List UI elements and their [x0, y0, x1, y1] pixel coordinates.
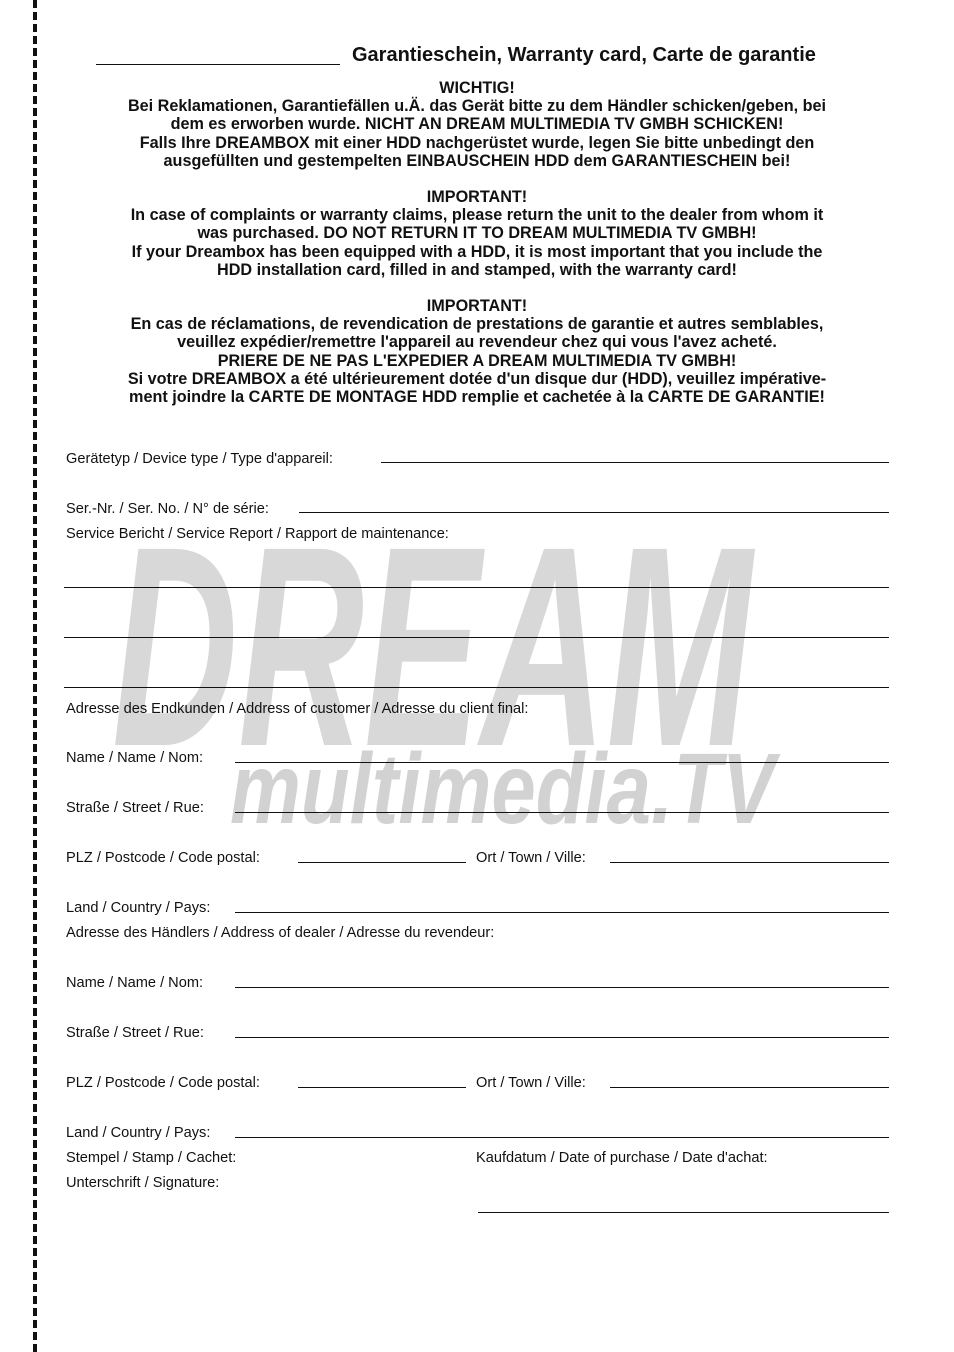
customer-address-heading: Adresse des Endkunden / Address of customer / Adresse du client final:: [66, 701, 529, 717]
svg-text:DREAM: DREAM: [112, 488, 757, 806]
serial-number-field[interactable]: [299, 512, 889, 513]
title-rule: [96, 64, 340, 65]
notice-line: veuillez expédier/remettre l'appareil au revendeur chez qui vous l'avez acheté.: [177, 333, 777, 352]
notice-line: dem es erworben wurde. NICHT AN DREAM MULTIMEDIA TV GMBH SCHICKEN!: [170, 115, 784, 134]
dealer-name-field[interactable]: [235, 987, 889, 988]
notice-line: Si votre DREAMBOX a été ultérieurement dotée d'un disque dur (HDD), veuillez impérative-: [127, 369, 827, 388]
customer-town-field[interactable]: [610, 862, 889, 863]
page-title: Garantieschein, Warranty card, Carte de garantie: [352, 44, 816, 66]
notice-heading: IMPORTANT!: [426, 297, 528, 315]
customer-town-label: Ort / Town / Ville:: [476, 850, 586, 866]
notice-line: HDD installation card, filled in and stamped, with the warranty card!: [217, 260, 737, 279]
dream-multimedia-watermark: [110, 488, 781, 845]
notice-german: [64, 79, 890, 170]
device-type-label: Gerätetyp / Device type / Type d'appareil:: [66, 451, 333, 467]
customer-name-field[interactable]: [235, 762, 889, 763]
notice-line: PRIERE DE NE PAS L'EXPEDIER A DREAM MULTIMEDIA TV GMBH!: [217, 351, 737, 370]
customer-country-field[interactable]: [235, 912, 889, 913]
purchase-date-label: Kaufdatum / Date of purchase / Date d'achat:: [476, 1150, 768, 1166]
notice-heading: IMPORTANT!: [426, 188, 528, 206]
dealer-postcode-field[interactable]: [298, 1087, 466, 1088]
dealer-town-field[interactable]: [610, 1087, 889, 1088]
service-report-label: Service Bericht / Service Report / Rapport de maintenance:: [66, 526, 449, 542]
notice-line: If your Dreambox has been equipped with a HDD, it is most important that you include the: [131, 242, 823, 261]
dealer-country-label: Land / Country / Pays:: [66, 1125, 211, 1141]
stamp-label: Stempel / Stamp / Cachet:: [66, 1150, 237, 1166]
customer-postcode-label: PLZ / Postcode / Code postal:: [66, 850, 260, 866]
service-report-line-2[interactable]: [64, 637, 889, 638]
signature-label: Unterschrift / Signature:: [66, 1175, 220, 1191]
customer-street-field[interactable]: [235, 812, 889, 813]
customer-name-label: Name / Name / Nom:: [66, 750, 204, 766]
dealer-postcode-label: PLZ / Postcode / Code postal:: [66, 1075, 260, 1091]
dealer-address-heading: Adresse des Händlers / Address of dealer / Adresse du revendeur:: [66, 925, 495, 941]
cut-line: [33, 0, 37, 1352]
notice-heading: WICHTIG!: [439, 79, 515, 97]
customer-country-label: Land / Country / Pays:: [66, 900, 211, 916]
dealer-country-field[interactable]: [235, 1137, 889, 1138]
notice-english: [64, 188, 890, 279]
dealer-street-field[interactable]: [235, 1037, 889, 1038]
notice-line: was purchased. DO NOT RETURN IT TO DREAM MULTIMEDIA TV GMBH!: [197, 224, 757, 243]
notice-line: Bei Reklamationen, Garantiefällen u.Ä. das Gerät bitte zu dem Händler schicken/geben, bei: [127, 97, 827, 116]
service-report-line-3[interactable]: [64, 687, 889, 688]
notice-line: Falls Ihre DREAMBOX mit einer HDD nachgerüstet wurde, legen Sie bitte unbedingt den: [139, 133, 815, 152]
service-report-line-1[interactable]: [64, 587, 889, 588]
customer-postcode-field[interactable]: [298, 862, 466, 863]
notice-line: ausgefüllten und gestempelten EINBAUSCHEIN HDD dem GARANTIESCHEIN bei!: [163, 151, 791, 170]
serial-number-label: Ser.-Nr. / Ser. No. / N° de série:: [66, 501, 269, 517]
notice-line: ment joindre la CARTE DE MONTAGE HDD remplie et cachetée à la CARTE DE GARANTIE!: [129, 388, 825, 407]
notice-line: In case of complaints or warranty claims, please return the unit to the dealer from whom it: [130, 206, 824, 225]
svg-text:multimedia.TV: multimedia.TV: [230, 733, 781, 845]
purchase-date-field[interactable]: [478, 1212, 889, 1213]
notice-french: [64, 297, 890, 406]
customer-street-label: Straße / Street / Rue:: [66, 800, 204, 816]
notice-line: En cas de réclamations, de revendication de prestations de garantie et autres semblables,: [130, 315, 824, 334]
dealer-name-label: Name / Name / Nom:: [66, 975, 204, 991]
device-type-field[interactable]: [381, 462, 889, 463]
dealer-town-label: Ort / Town / Ville:: [476, 1075, 586, 1091]
dealer-street-label: Straße / Street / Rue:: [66, 1025, 204, 1041]
